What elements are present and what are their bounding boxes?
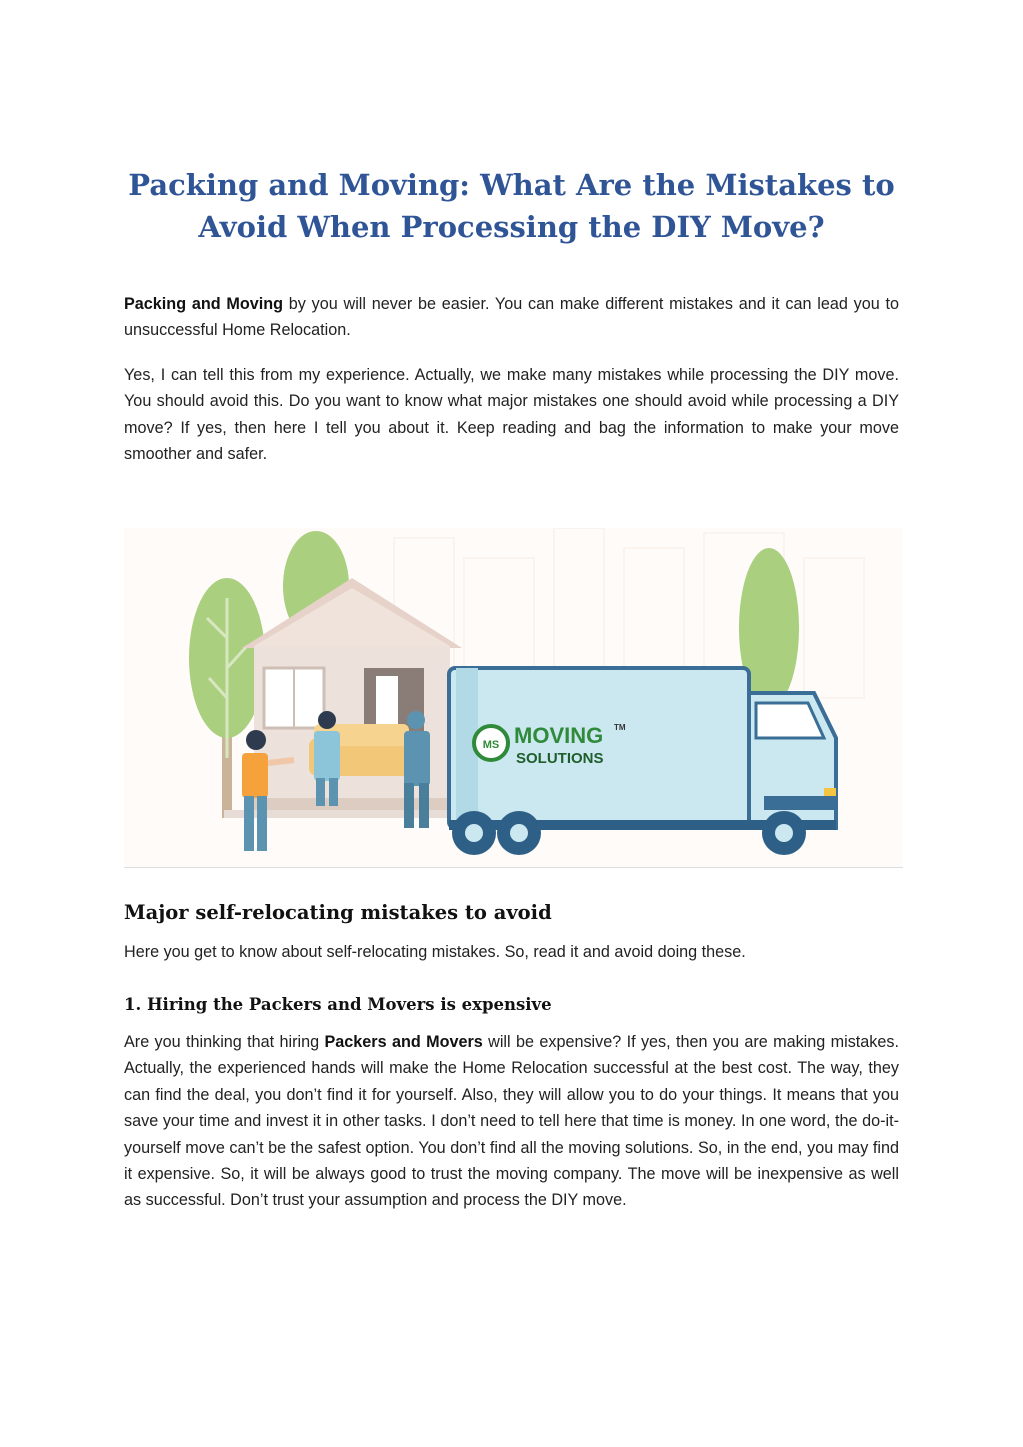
intro-text: by you will never be easier. You can make different mistakes and it can lead you to unsuccessful Home Relocation. bbox=[124, 295, 899, 340]
item-1-text-after: will be expensive? If yes, then you are making mistakes. Actually, the experienced hands will make the Home Relocation successful at the best cost. The way, they can find the deal, you don’t find it for yourself. Also, they will allow you to do your things. It means that you save your time and invest it in other tasks. I don’t need to tell here that time is money. In one word, the do-it-yourself move can’t be the safest option. You don’t find all the moving solutions. So, in the end, you may find it expensive. So, it will be always good to trust the moving company. The move will be inexpensive as well as successful. Don’t trust your assumption and process the DIY move. bbox=[124, 1033, 899, 1210]
logo-badge: MS bbox=[482, 739, 500, 751]
item-1-text-before: Are you thinking that hiring bbox=[124, 1033, 325, 1051]
moving-illustration bbox=[124, 528, 903, 868]
item-1-heading: 1. Hiring the Packers and Movers is expensive bbox=[124, 995, 552, 1014]
section-intro: Here you get to know about self-relocating mistakes. So, read it and avoid doing these. bbox=[124, 943, 746, 961]
illustration-divider bbox=[124, 867, 903, 868]
logo-tm: TM bbox=[614, 723, 626, 732]
intro-bold-lead: Packing and Moving bbox=[124, 295, 284, 313]
item-1-bold: Packers and Movers bbox=[324, 1033, 483, 1051]
logo-line2: SOLUTIONS bbox=[516, 750, 604, 767]
item-1-paragraph bbox=[124, 1029, 899, 1214]
truck bbox=[449, 668, 836, 855]
intro-paragraph bbox=[124, 291, 899, 344]
logo-line1: MOVING bbox=[514, 723, 604, 748]
page-title: Packing and Moving: What Are the Mistakes to Avoid When Processing the DIY Move? bbox=[128, 168, 895, 244]
section-heading: Major self-relocating mistakes to avoid bbox=[124, 901, 552, 924]
experience-paragraph: Yes, I can tell this from my experience. Actually, we make many mistakes while processing the DIY move. You should avoid this. Do you want to know what major mistakes one should avoid while processing a DIY move? If yes, then here I tell you about it. Keep reading and bag the information to make your move smoother and safer. bbox=[124, 366, 899, 464]
moving-solutions-logo bbox=[474, 723, 626, 767]
